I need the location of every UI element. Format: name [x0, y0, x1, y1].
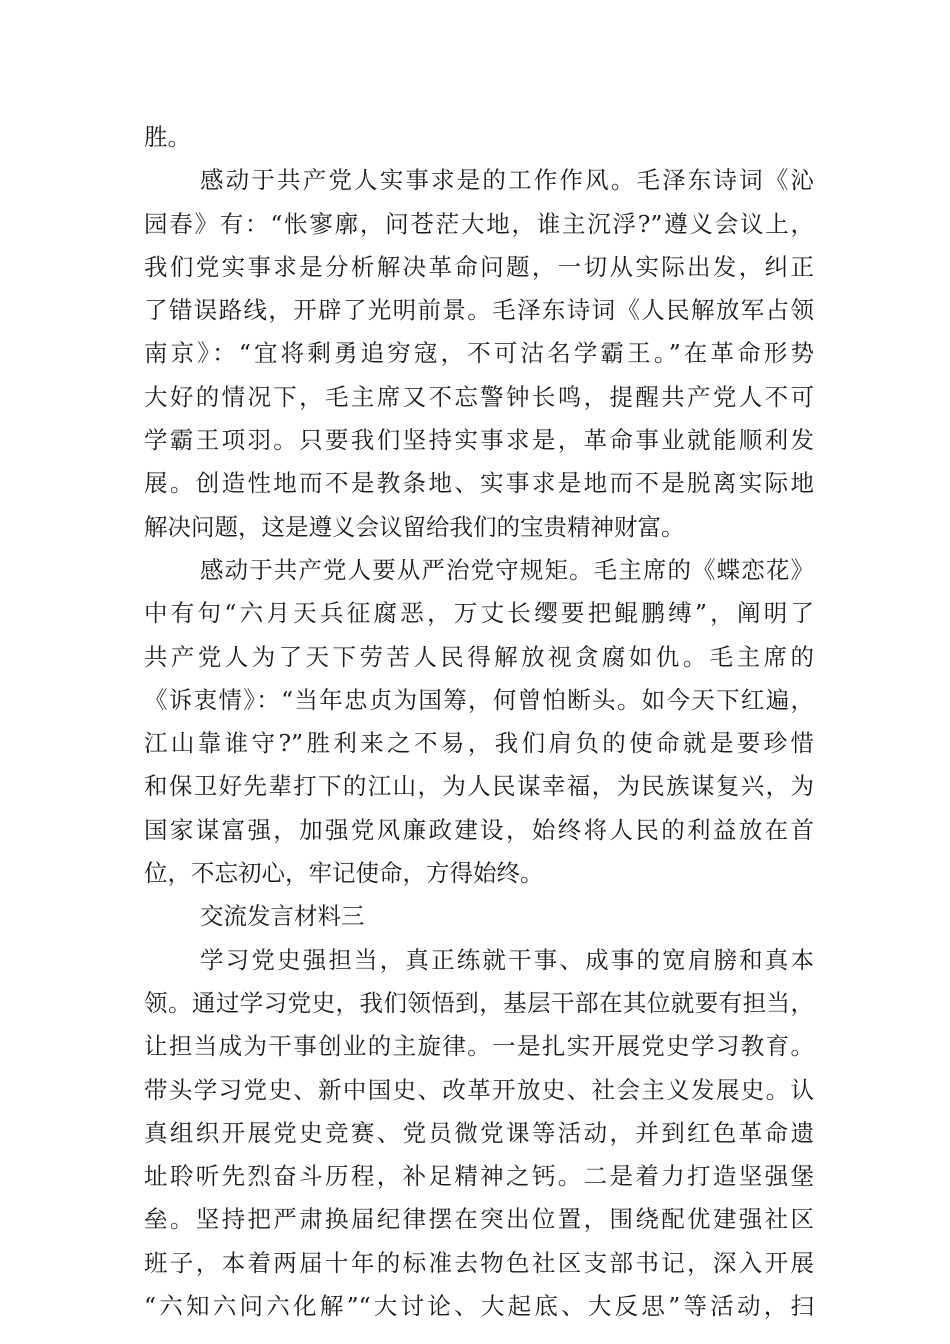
- text-line: 中有句“六月天兵征腐恶，万丈长缨要把鲲鹏缚”，阐明了: [144, 599, 814, 628]
- text-line: 我们党实事求是分析解决革命问题，一切从实际出发，纠正: [144, 252, 814, 281]
- text-line: 领。通过学习党史，我们领悟到，基层干部在其位就要有担当，: [144, 988, 814, 1017]
- body-text: [144, 116, 814, 1328]
- text-line: 交流发言材料三: [200, 902, 365, 931]
- text-line: 感动于共产党人实事求是的工作作风。毛泽东诗词《沁: [200, 166, 814, 195]
- text-line: 江山靠谁守?”胜利来之不易，我们肩负的使命就是要珍惜: [144, 729, 814, 758]
- text-line: 址聆听先烈奋斗历程，补足精神之钙。二是着力打造坚强堡: [144, 1162, 814, 1191]
- text-line: 垒。坚持把严肃换届纪律摆在突出位置，围绕配优建强社区: [144, 1205, 814, 1234]
- text-line: 《诉衷情》：“当年忠贞为国筹，何曾怕断头。如今天下红遍，: [144, 685, 814, 714]
- text-line: 位，不忘初心，牢记使命，方得始终。: [144, 859, 544, 888]
- text-line: 学霸王项羽。只要我们坚持实事求是，革命事业就能顺利发: [144, 426, 814, 455]
- text-line: 学习党史强担当，真正练就干事、成事的宽肩膀和真本: [200, 945, 814, 974]
- text-line: 让担当成为干事创业的主旋律。一是扎实开展党史学习教育。: [144, 1032, 814, 1061]
- text-line: 展。创造性地而不是教条地、实事求是地而不是脱离实际地: [144, 469, 814, 498]
- text-line: 班子，本着两届十年的标准去物色社区支部书记，深入开展: [144, 1248, 814, 1277]
- text-line: 解决问题，这是遵义会议留给我们的宝贵精神财富。: [144, 512, 685, 541]
- text-line: 真组织开展党史竞赛、党员微党课等活动，并到红色革命遗: [144, 1118, 814, 1147]
- text-line: 胜。: [144, 123, 191, 151]
- text-line: 国家谋富强，加强党风廉政建设，始终将人民的利益放在首: [144, 815, 814, 844]
- text-line: 感动于共产党人要从严治党守规矩。毛主席的《蝶恋花》: [200, 555, 814, 584]
- text-line: 和保卫好先辈打下的江山，为人民谋幸福，为民族谋复兴，为: [144, 772, 814, 801]
- text-line: 南京》：“宜将剩勇追穷寇，不可沽名学霸王。”在革命形势: [144, 339, 814, 368]
- text-line: “六知六问六化解”“大讨论、大起底、大反思”等活动，扫: [144, 1292, 814, 1321]
- text-line: 大好的情况下，毛主席又不忘警钟长鸣，提醒共产党人不可: [144, 382, 814, 411]
- text-line: 带头学习党史、新中国史、改革开放史、社会主义发展史。认: [144, 1075, 814, 1104]
- text-line: 共产党人为了天下劳苦人民得解放视贪腐如仇。毛主席的: [144, 642, 814, 671]
- text-line: 园春》有：“怅寥廓，问苍茫大地，谁主沉浮?”遵义会议上，: [144, 209, 814, 238]
- text-line: 了错误路线，开辟了光明前景。毛泽东诗词《人民解放军占领: [144, 296, 814, 325]
